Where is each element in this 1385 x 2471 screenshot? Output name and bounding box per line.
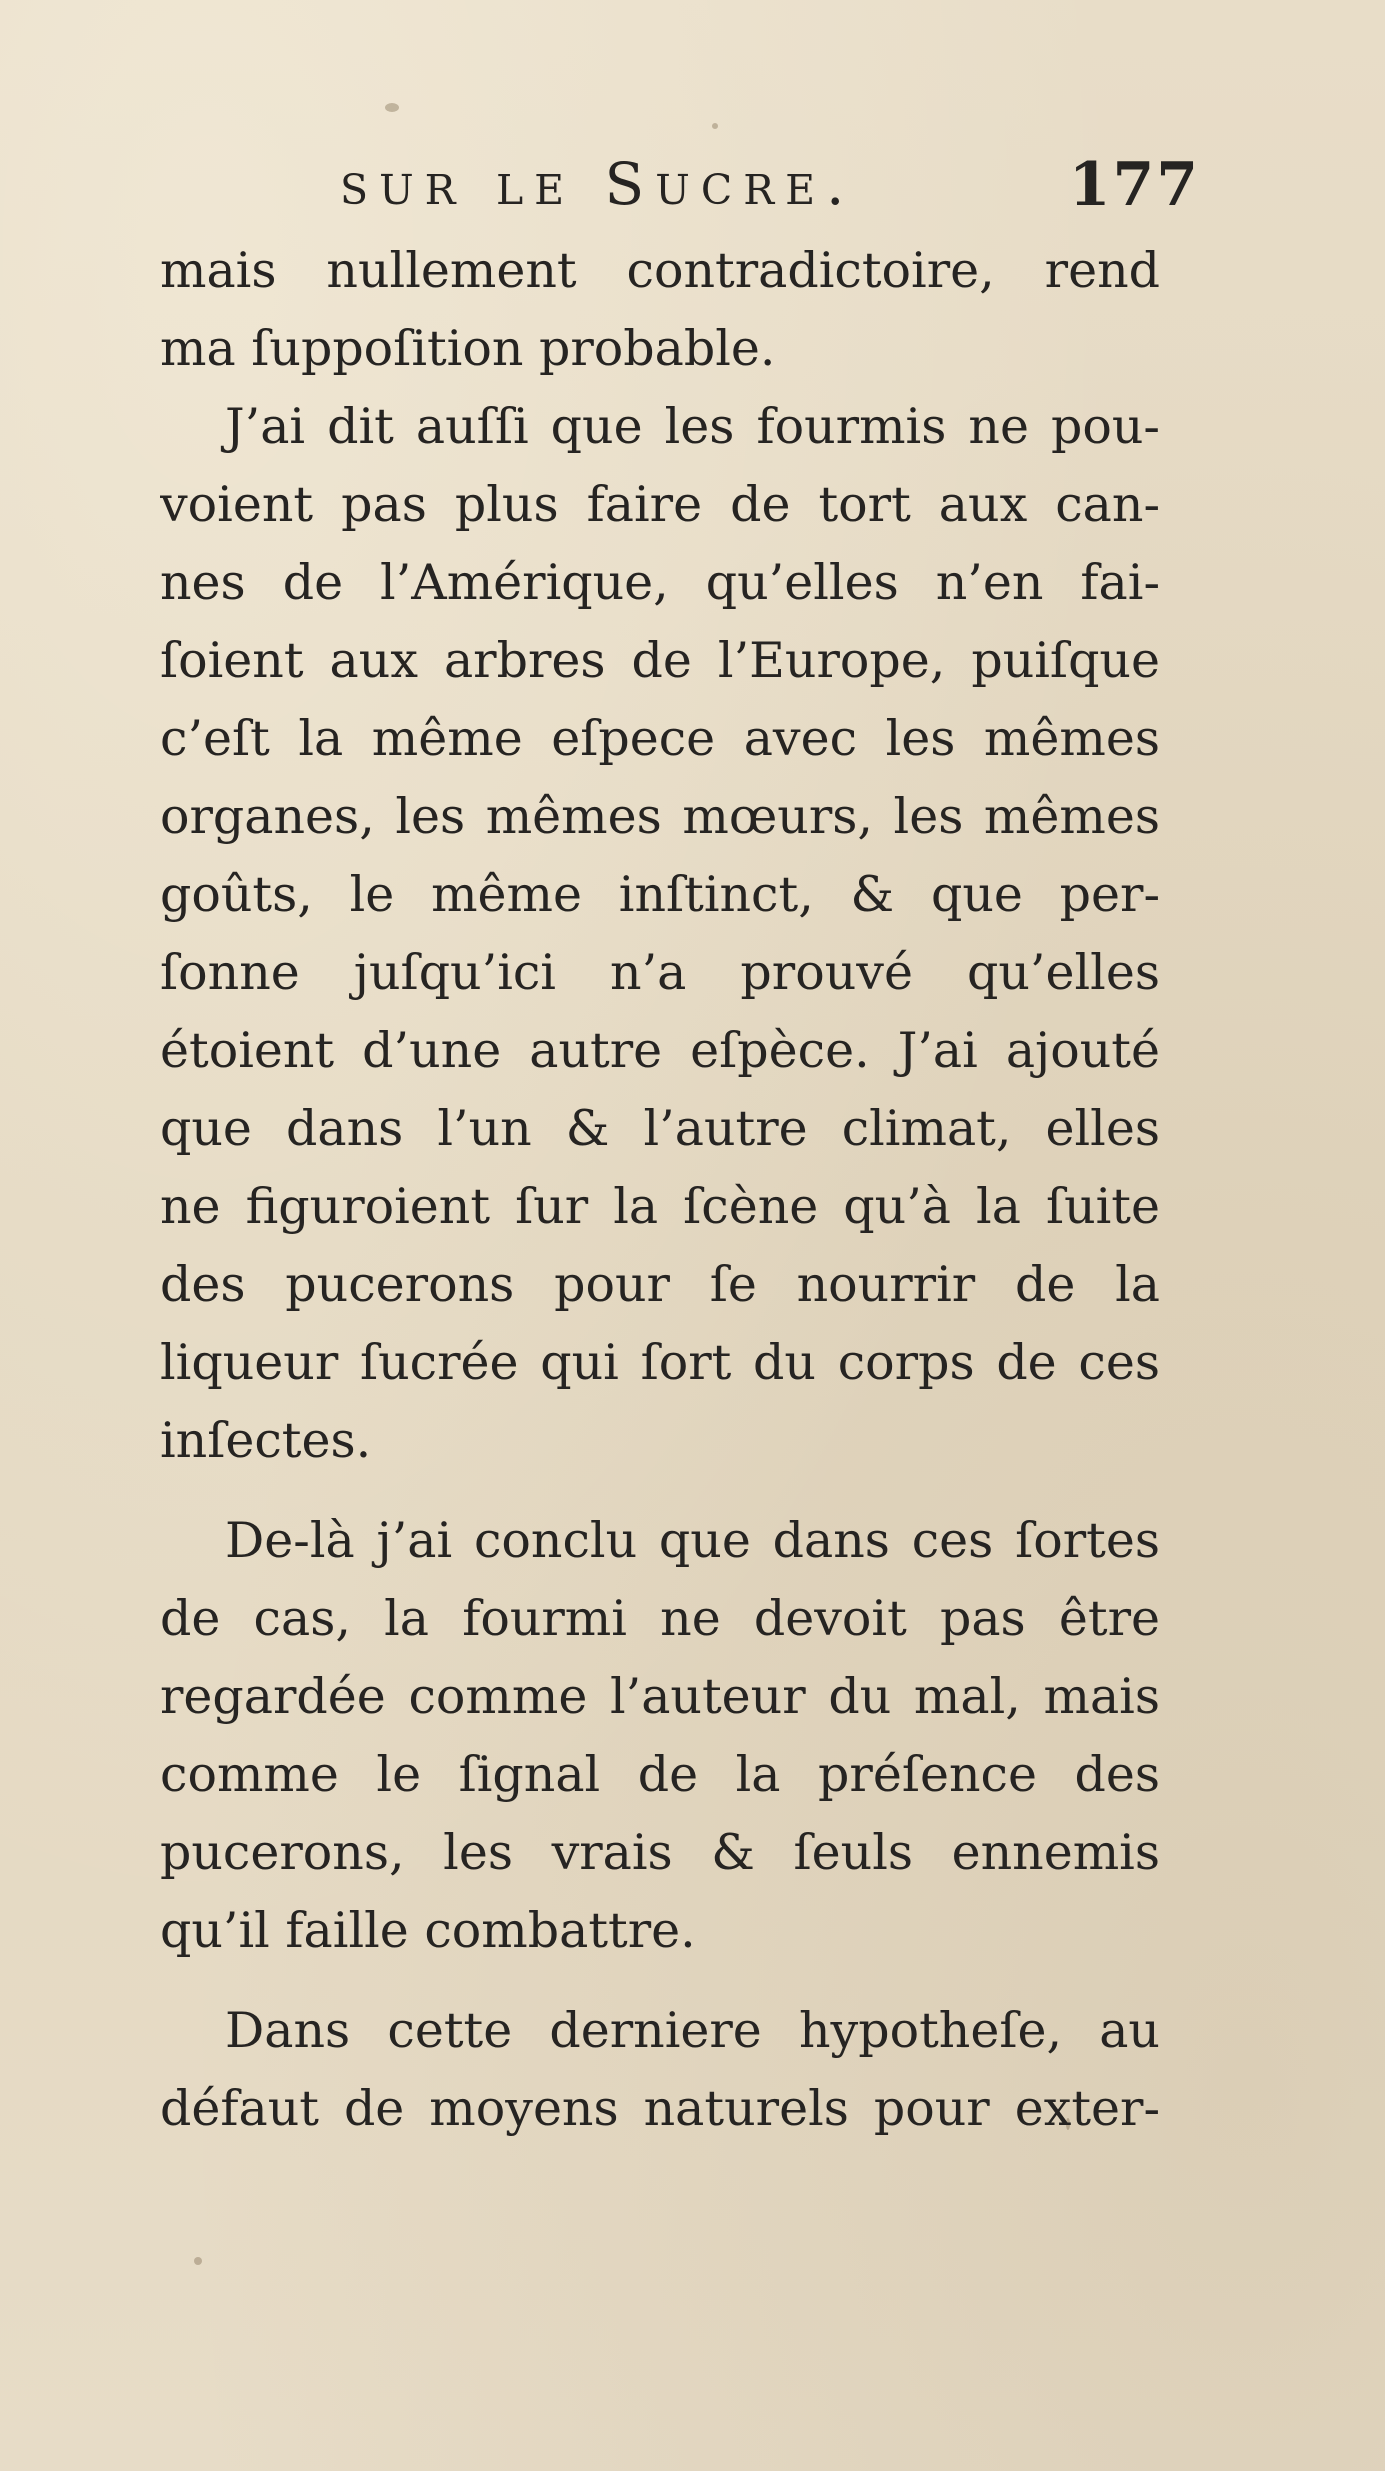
text-line: que dans l’un & l’autre climat, elles bbox=[160, 1100, 1160, 1157]
text-line: De-là j’ai conclu que dans ces ſortes bbox=[225, 1512, 1160, 1569]
text-line: ſonne juſqu’ici n’a prouvé qu’elles bbox=[160, 944, 1160, 1001]
text-line: pucerons, les vrais & ſeuls ennemis bbox=[160, 1824, 1160, 1881]
text-line: liqueur ſucrée qui ſort du corps de ces bbox=[160, 1334, 1160, 1391]
text-line: mais nullement contradictoire, rend bbox=[160, 242, 1160, 299]
text-line: de cas, la fourmi ne devoit pas être bbox=[160, 1590, 1160, 1647]
text-line: inſectes. bbox=[160, 1412, 372, 1469]
paragraph-3 bbox=[160, 1502, 1160, 1970]
page-number: 177 bbox=[1068, 150, 1200, 220]
text-line: des pucerons pour ſe nourrir de la bbox=[160, 1256, 1160, 1313]
text-line: J’ai dit auſſi que les fourmis ne pou- bbox=[225, 398, 1160, 455]
text-line: voient pas plus faire de tort aux can- bbox=[160, 476, 1160, 533]
text-line: regardée comme l’auteur du mal, mais bbox=[160, 1668, 1160, 1725]
text-line: ma ſuppoſition probable. bbox=[160, 320, 776, 377]
text-line: qu’il faille combattre. bbox=[160, 1902, 696, 1959]
text-line: organes, les mêmes mœurs, les mêmes bbox=[160, 788, 1160, 845]
text-line: Dans cette derniere hypotheſe, au bbox=[225, 2002, 1160, 2059]
text-line: ſoient aux arbres de l’Europe, puiſque bbox=[160, 632, 1160, 689]
text-line: c’eſt la même eſpece avec les mêmes bbox=[160, 710, 1160, 767]
text-line: défaut de moyens naturels pour exter- bbox=[160, 2080, 1160, 2137]
paragraph-spacing bbox=[160, 1480, 1160, 1502]
paper-spot bbox=[194, 2257, 202, 2265]
paragraph-spacing bbox=[160, 1970, 1160, 1992]
body-text bbox=[160, 232, 1160, 2148]
running-head: sur le Sucre. bbox=[340, 150, 856, 218]
text-line: ne figuroient ſur la ſcène qu’à la ſuite bbox=[160, 1178, 1160, 1235]
paper-spot bbox=[385, 103, 399, 112]
paragraph-2 bbox=[160, 388, 1160, 1480]
page-header bbox=[340, 150, 1200, 220]
paragraph-4 bbox=[160, 1992, 1160, 2148]
text-line: étoient d’une autre eſpèce. J’ai ajouté bbox=[160, 1022, 1160, 1079]
paper-spot bbox=[712, 123, 718, 129]
text-line: goûts, le même inſtinct, & que per- bbox=[160, 866, 1160, 923]
text-line: comme le ſignal de la préſence des bbox=[160, 1746, 1160, 1803]
paragraph-1 bbox=[160, 232, 1160, 388]
text-line: nes de l’Amérique, qu’elles n’en fai- bbox=[160, 554, 1160, 611]
